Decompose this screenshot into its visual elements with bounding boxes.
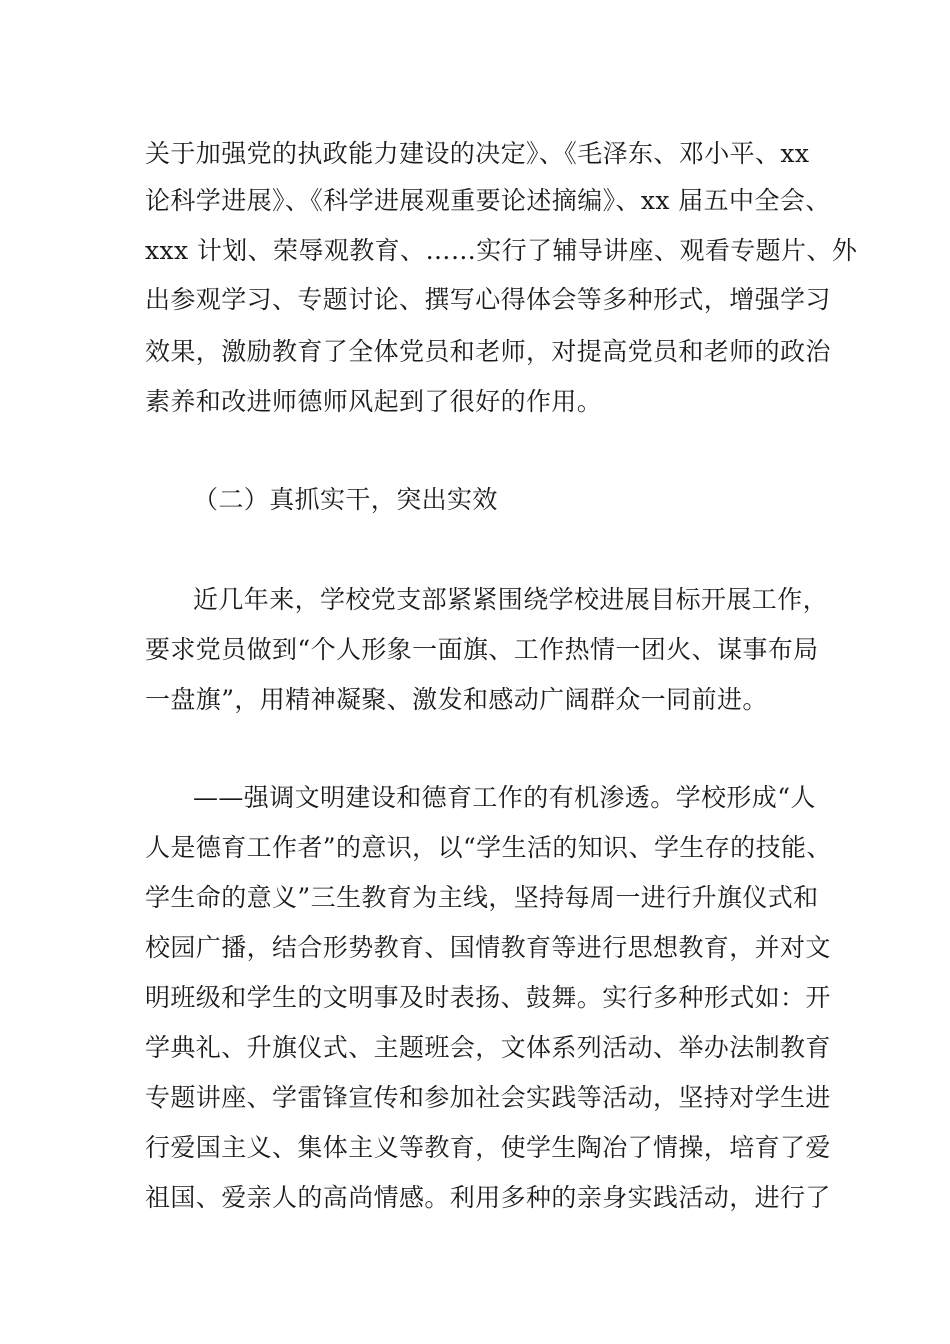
paragraph-2-line-3: 一盘旗”，用精神凝聚、激发和感动广阔群众一同前进。: [145, 685, 768, 714]
paragraph-3-line-6: 学典礼、升旗仪式、主题班会，文体系列活动、举办法制教育: [145, 1033, 831, 1062]
paragraph-1-line-6: 素养和改进师德师风起到了很好的作用。: [145, 387, 603, 416]
paragraph-1-line-2: 论科学进展》、《科学进展观重要论述摘编》、xx 届五中全会、: [145, 186, 831, 215]
section-heading: （二）真抓实干，突出实效: [193, 485, 498, 514]
paragraph-2-line-2: 要求党员做到“个人形象一面旗、工作热情一团火、谋事布局: [145, 635, 819, 664]
paragraph-3-line-9: 祖国、爱亲人的高尚情感。利用多种的亲身实践活动，进行了: [145, 1183, 831, 1212]
paragraph-3-line-3: 学生命的意义”三生教育为主线，坚持每周一进行升旗仪式和: [145, 883, 819, 912]
paragraph-1-line-5: 效果，激励教育了全体党员和老师，对提高党员和老师的政治: [145, 337, 831, 366]
paragraph-3-line-5: 明班级和学生的文明事及时表扬、鼓舞。实行多种形式如：开: [145, 983, 831, 1012]
paragraph-3-line-1: ——强调文明建设和德育工作的有机渗透。学校形成“人: [193, 783, 816, 812]
paragraph-2-line-1: 近几年来，学校党支部紧紧围绕学校进展目标开展工作，: [193, 585, 829, 614]
paragraph-1-line-3: xxx 计划、荣辱观教育、……实行了辅导讲座、观看专题片、外: [145, 236, 858, 265]
paragraph-3-line-8: 行爱国主义、集体主义等教育，使学生陶冶了情操，培育了爱: [145, 1133, 831, 1162]
paragraph-3-line-7: 专题讲座、学雷锋宣传和参加社会实践等活动，坚持对学生进: [145, 1083, 831, 1112]
paragraph-3-line-2: 人是德育工作者”的意识，以“学生活的知识、学生存的技能、: [145, 833, 832, 862]
paragraph-1-line-1: 关于加强党的执政能力建设的决定》、《毛泽东、邓小平、xx: [145, 139, 810, 168]
paragraph-1-line-4: 出参观学习、专题讨论、撰写心得体会等多种形式，增强学习: [145, 285, 831, 314]
paragraph-3-line-4: 校园广播，结合形势教育、国情教育等进行思想教育，并对文: [145, 933, 831, 962]
